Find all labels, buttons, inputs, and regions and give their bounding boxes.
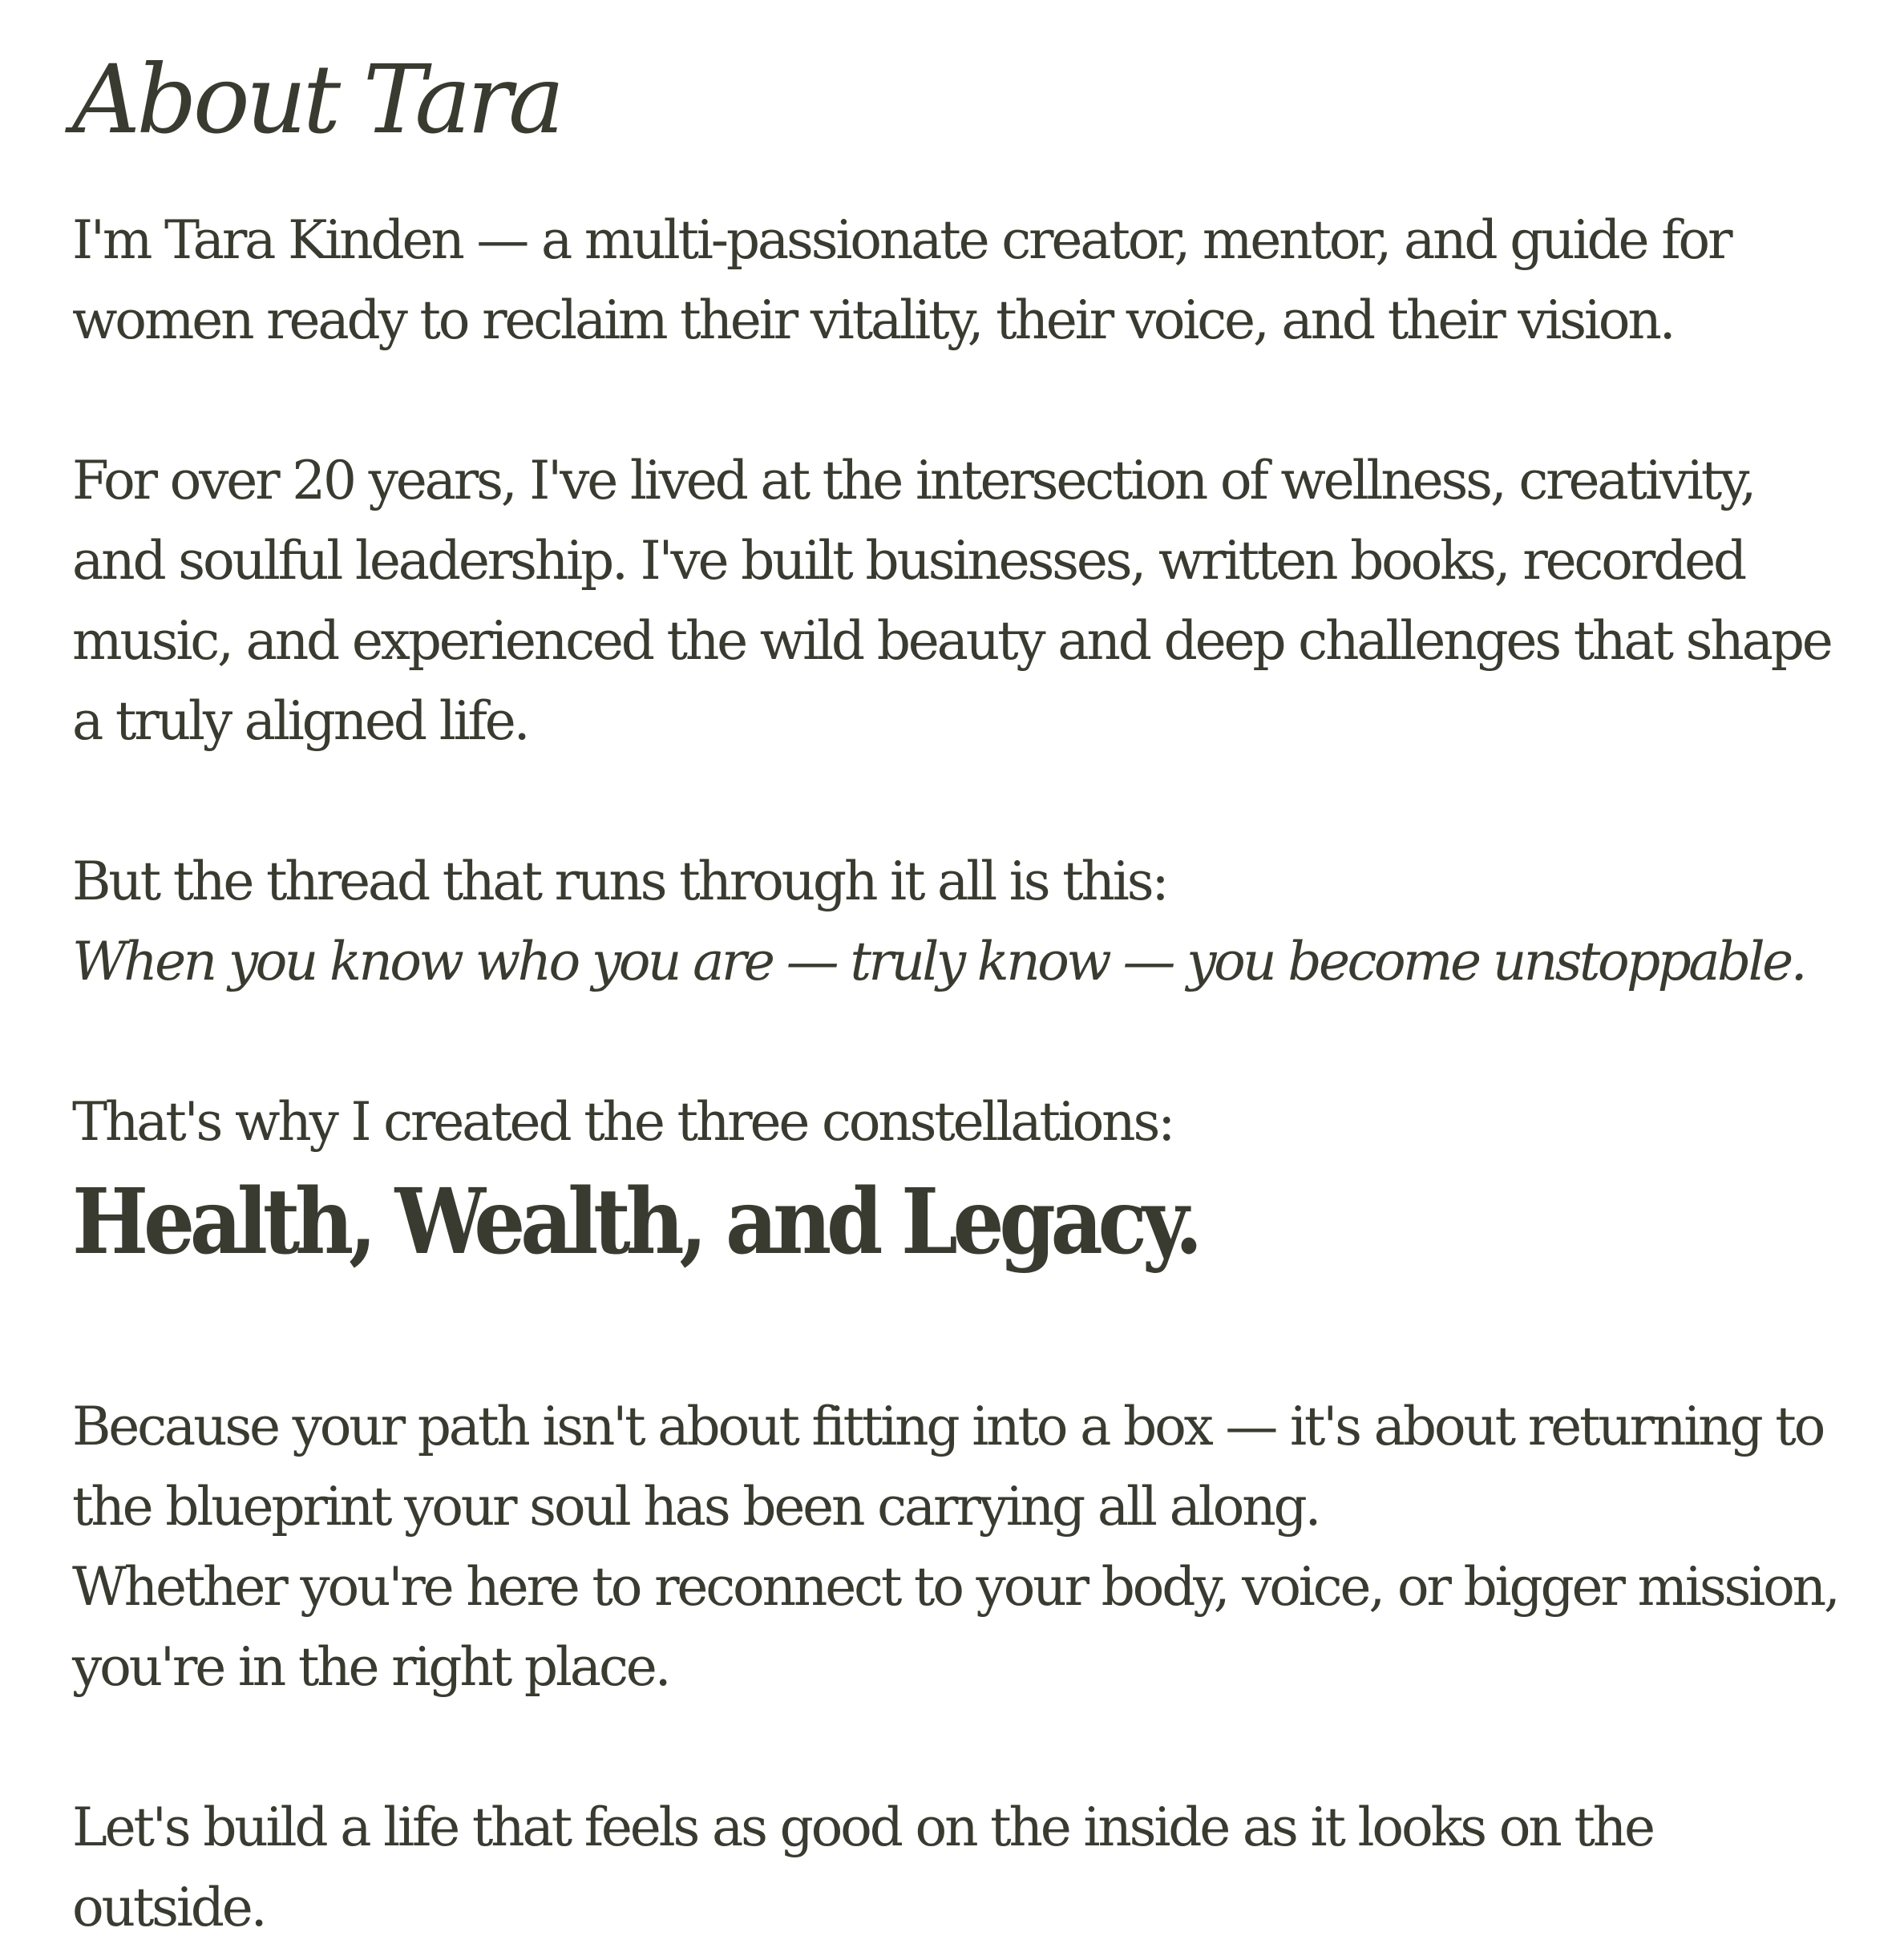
thread-lead-text: But the thread that runs through it all is this: (72, 850, 1167, 912)
closing-paragraph: Let's build a life that feels as good on the inside as it looks on the outside. (72, 1796, 1653, 1938)
thread-quote: When you know who you are — truly know — you become unstoppable. (72, 930, 1805, 992)
intro-paragraph: I'm Tara Kinden — a multi-passionate creator, mentor, and guide for women ready to reclaim their vitality, their voice, and their vision. (72, 208, 1731, 351)
right-place-paragraph: Whether you're here to reconnect to your body, voice, or bigger mission, you're in the right place. (72, 1555, 1838, 1698)
page-title: About Tara (72, 44, 561, 155)
blueprint-paragraph: Because your path isn't about fitting into a box — it's about returning to the blueprint your soul has been carrying all along. (72, 1395, 1824, 1538)
about-section (72, 44, 1860, 1948)
history-paragraph: For over 20 years, I've lived at the intersection of wellness, creativity, and soulful leadership. I've built businesses, written books, recorded music, and experienced the wild beauty and deep challenges that shape a truly aligned life. (72, 449, 1831, 752)
spacer (72, 1002, 1860, 1082)
spacer (72, 361, 1860, 441)
constellations-lead-text: That's why I created the three constellations: (72, 1090, 1174, 1153)
spacer (72, 762, 1860, 842)
spacer (72, 1283, 1860, 1387)
constellations-headline: Health, Wealth, and Legacy. (72, 1169, 1199, 1275)
spacer (72, 1708, 1860, 1788)
